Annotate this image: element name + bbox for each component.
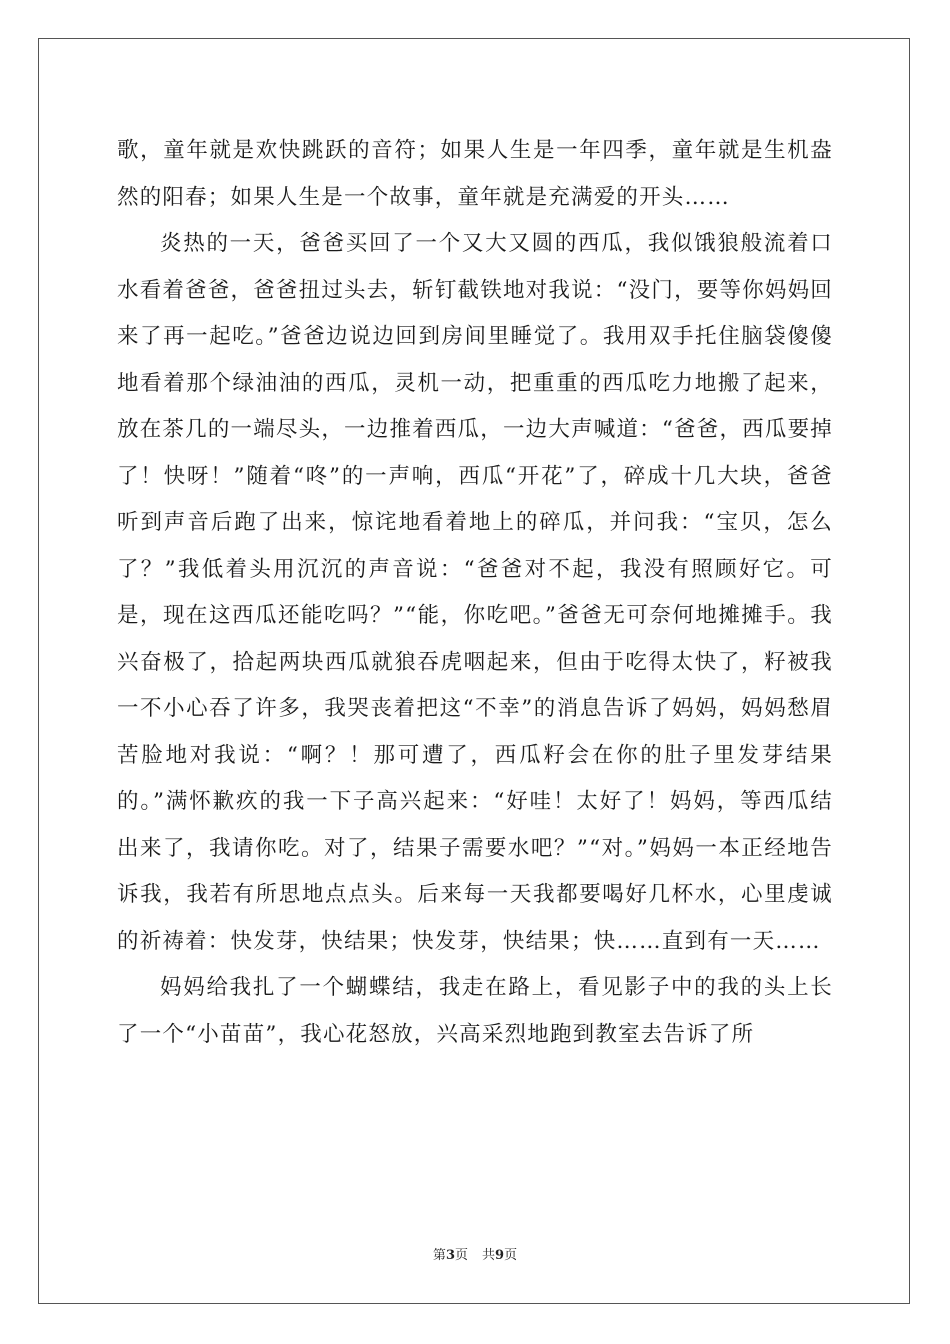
page-footer <box>0 1247 950 1265</box>
total-suffix: 页 <box>504 1248 518 1263</box>
paragraph-1: 歌，童年就是欢快跳跃的音符；如果人生是一年四季，童年就是生机盎然的阳春；如果人生是一个故事，童年就是充满爱的开头…… <box>117 138 833 210</box>
total-page-count: 9 <box>495 1248 505 1263</box>
page-suffix: 页 <box>454 1248 468 1263</box>
current-page-number: 3 <box>445 1248 455 1263</box>
page-prefix: 第 <box>432 1248 446 1263</box>
document-body <box>117 128 833 1058</box>
total-prefix: 共 <box>482 1248 496 1263</box>
paragraph-3: 妈妈给我扎了一个蝴蝶结，我走在路上，看见影子中的我的头上长了一个“小苗苗”，我心花怒放，兴高采烈地跑到教室去告诉了所 <box>117 975 833 1047</box>
paragraph-2: 炎热的一天，爸爸买回了一个又大又圆的西瓜，我似饿狼般流着口水看着爸爸，爸爸扭过头去，斩钉截铁地对我说：“没门，要等你妈妈回来了再一起吃。”爸爸边说边回到房间里睡觉了。我用双手托住脑袋傻傻地看着那个绿油油的西瓜，灵机一动，把重重的西瓜吃力地搬了起来，放在茶几的一端尽头，一边推着西瓜，一边大声喊道：“爸爸，西瓜要掉了！快呀！”随着“咚”的一声响，西瓜“开花”了，碎成十几大块，爸爸听到声音后跑了出来，惊诧地看着地上的碎瓜，并问我：“宝贝，怎么了？”我低着头用沉沉的声音说：“爸爸对不起，我没有照顾好它。可是，现在这西瓜还能吃吗？”“能，你吃吧。”爸爸无可奈何地摊摊手。我兴奋极了，拾起两块西瓜就狼吞虎咽起来，但由于吃得太快了，籽被我一不小心吞了许多，我哭丧着把这“不幸”的消息告诉了妈妈，妈妈愁眉苦脸地对我说：“啊？！那可遭了，西瓜籽会在你的肚子里发芽结果的。”满怀歉疚的我一下子高兴起来：“好哇！太好了！妈妈，等西瓜结出来了，我请你吃。对了，结果子需要水吧？”“对。”妈妈一本正经地告诉我，我若有所思地点点头。后来每一天我都要喝好几杯水，心里虔诚的祈祷着：快发芽，快结果；快发芽，快结果；快……直到有一天…… <box>117 231 833 954</box>
